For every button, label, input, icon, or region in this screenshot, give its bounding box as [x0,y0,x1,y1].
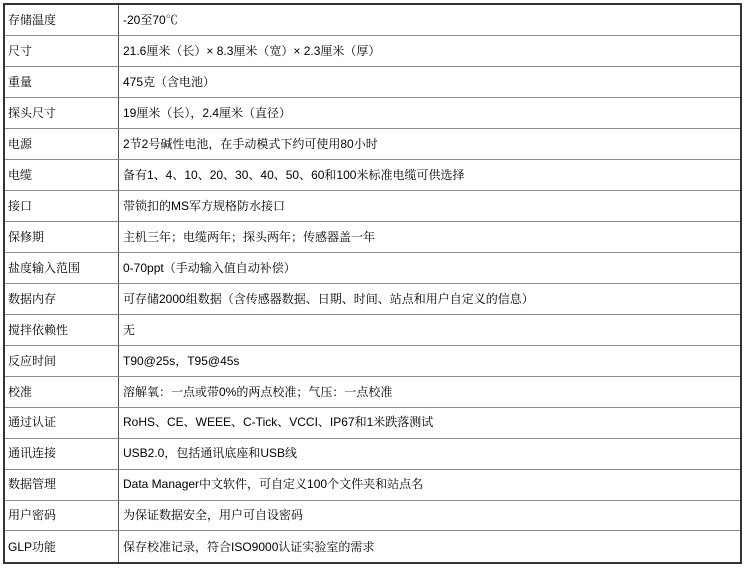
spec-label: 通讯连接 [4,438,119,469]
spec-label: 尺寸 [4,36,119,67]
spec-value: 主机三年；电缆两年；探头两年；传感器盖一年 [119,222,742,253]
table-row [4,191,741,222]
spec-table [3,3,742,564]
spec-label: 探头尺寸 [4,98,119,129]
table-row [4,253,741,284]
table-row [4,4,741,36]
spec-label: GLP功能 [4,531,119,563]
table-row [4,531,741,563]
table-row [4,469,741,500]
spec-value: 0-70ppt（手动输入值自动补偿） [119,253,742,284]
spec-label: 通过认证 [4,407,119,438]
table-row [4,407,741,438]
spec-value: USB2.0，包括通讯底座和USB线 [119,438,742,469]
table-row [4,222,741,253]
table-row [4,376,741,407]
spec-table-body [4,4,741,563]
spec-label: 数据内存 [4,283,119,314]
spec-value: -20至70℃ [119,4,742,36]
table-row [4,500,741,531]
table-row [4,67,741,98]
spec-value: 可存储2000组数据（含传感器数据、日期、时间、站点和用户自定义的信息） [119,283,742,314]
table-row [4,129,741,160]
spec-label: 盐度输入范围 [4,253,119,284]
spec-value: 带锁扣的MS军方规格防水接口 [119,191,742,222]
spec-label: 重量 [4,67,119,98]
spec-value: 备有1、4、10、20、30、40、50、60和100米标准电缆可供选择 [119,160,742,191]
spec-value: 19厘米（长），2.4厘米（直径） [119,98,742,129]
spec-value: 保存校准记录，符合ISO9000认证实验室的需求 [119,531,742,563]
spec-value: 21.6厘米（长）× 8.3厘米（宽）× 2.3厘米（厚） [119,36,742,67]
spec-label: 数据管理 [4,469,119,500]
spec-label: 校准 [4,376,119,407]
spec-label: 电源 [4,129,119,160]
spec-value: T90@25s，T95@45s [119,345,742,376]
spec-value: 2节2号碱性电池，在手动模式下约可使用80小时 [119,129,742,160]
table-row [4,314,741,345]
spec-label: 用户密码 [4,500,119,531]
table-row [4,160,741,191]
spec-label: 反应时间 [4,345,119,376]
spec-value: 无 [119,314,742,345]
spec-label: 接口 [4,191,119,222]
spec-value: RoHS、CE、WEEE、C-Tick、VCCI、IP67和1米跌落测试 [119,407,742,438]
spec-value: 溶解氧：一点或带0%的两点校准；气压：一点校准 [119,376,742,407]
spec-value: Data Manager中文软件，可自定义100个文件夹和站点名 [119,469,742,500]
spec-label: 电缆 [4,160,119,191]
table-row [4,438,741,469]
spec-value: 475克（含电池） [119,67,742,98]
table-row [4,36,741,67]
spec-label: 搅拌依赖性 [4,314,119,345]
spec-value: 为保证数据安全，用户可自设密码 [119,500,742,531]
table-row [4,345,741,376]
spec-label: 存储温度 [4,4,119,36]
table-row [4,98,741,129]
table-row [4,283,741,314]
spec-label: 保修期 [4,222,119,253]
